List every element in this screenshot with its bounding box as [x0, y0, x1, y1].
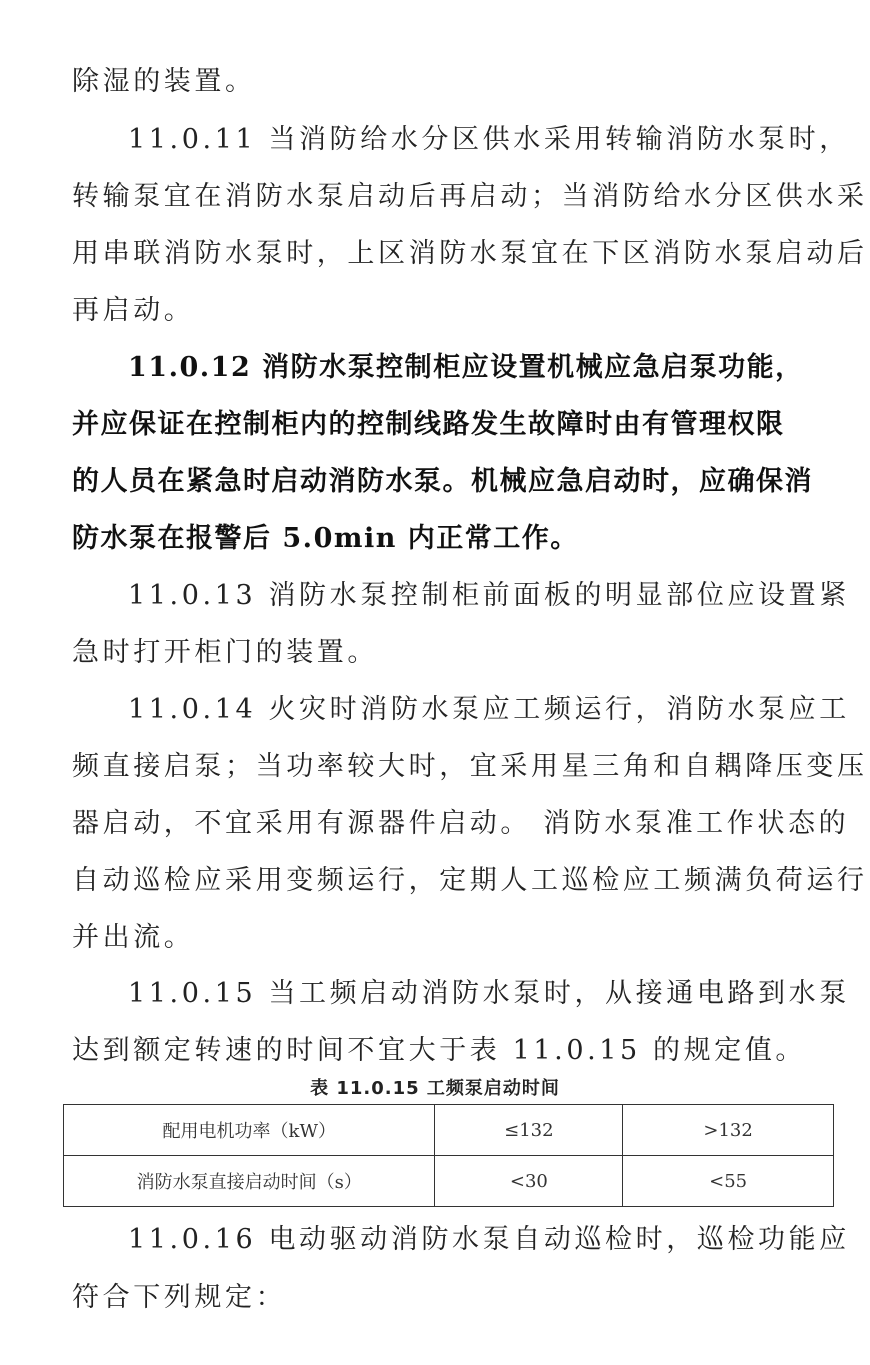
clause-11-0-16: 11.0.16 电动驱动消防水泵自动巡检时，巡检功能应 — [128, 1224, 850, 1255]
table-cell-value: >132 — [623, 1105, 834, 1156]
text-line: 达到额定转速的时间不宜大于表 11.0.15 的规定值。 — [72, 1035, 807, 1066]
table-cell-label: 配用电机功率（kW） — [64, 1105, 435, 1156]
clause-11-0-12: 11.0.12 消防水泵控制柜应设置机械应急启泵功能， — [128, 352, 804, 383]
table-cell-value: ≤132 — [435, 1105, 623, 1156]
clause-11-0-14: 11.0.14 火灾时消防水泵应工频运行，消防水泵应工 — [128, 694, 850, 725]
text-line: 频直接启泵；当功率较大时，宜采用星三角和自耦降压变压 — [72, 751, 868, 782]
table-cell-value: <30 — [435, 1156, 623, 1207]
text-line: 除湿的装置。 — [72, 66, 256, 97]
table-cell-value: <55 — [623, 1156, 834, 1207]
text-line: 符合下列规定： — [72, 1282, 287, 1313]
clause-11-0-13: 11.0.13 消防水泵控制柜前面板的明显部位应设置紧 — [128, 580, 850, 611]
table-cell-label: 消防水泵直接启动时间（s） — [64, 1156, 435, 1207]
text-line-bold: 防水泵在报警后 5.0min 内正常工作。 — [72, 523, 579, 554]
text-line-bold: 的人员在紧急时启动消防水泵。机械应急启动时，应确保消 — [72, 466, 813, 497]
clause-11-0-15: 11.0.15 当工频启动消防水泵时，从接通电路到水泵 — [128, 978, 850, 1009]
table-row — [64, 1156, 834, 1207]
table-caption: 表 11.0.15 工频泵启动时间 — [310, 1078, 560, 1099]
startup-time-table — [63, 1104, 834, 1207]
text-line: 并出流。 — [72, 922, 195, 953]
text-line: 用串联消防水泵时，上区消防水泵宜在下区消防水泵启动后 — [72, 238, 868, 269]
text-line: 自动巡检应采用变频运行，定期人工巡检应工频满负荷运行 — [72, 865, 868, 896]
text-line: 再启动。 — [72, 295, 195, 326]
text-line-bold: 并应保证在控制柜内的控制线路发生故障时由有管理权限 — [72, 409, 785, 440]
text-line: 转输泵宜在消防水泵启动后再启动；当消防给水分区供水采 — [72, 181, 868, 212]
clause-11-0-11: 11.0.11 当消防给水分区供水采用转输消防水泵时， — [128, 124, 850, 155]
table-row — [64, 1105, 834, 1156]
text-line: 急时打开柜门的装置。 — [72, 637, 378, 668]
text-line: 器启动，不宜采用有源器件启动。 消防水泵准工作状态的 — [72, 808, 850, 839]
